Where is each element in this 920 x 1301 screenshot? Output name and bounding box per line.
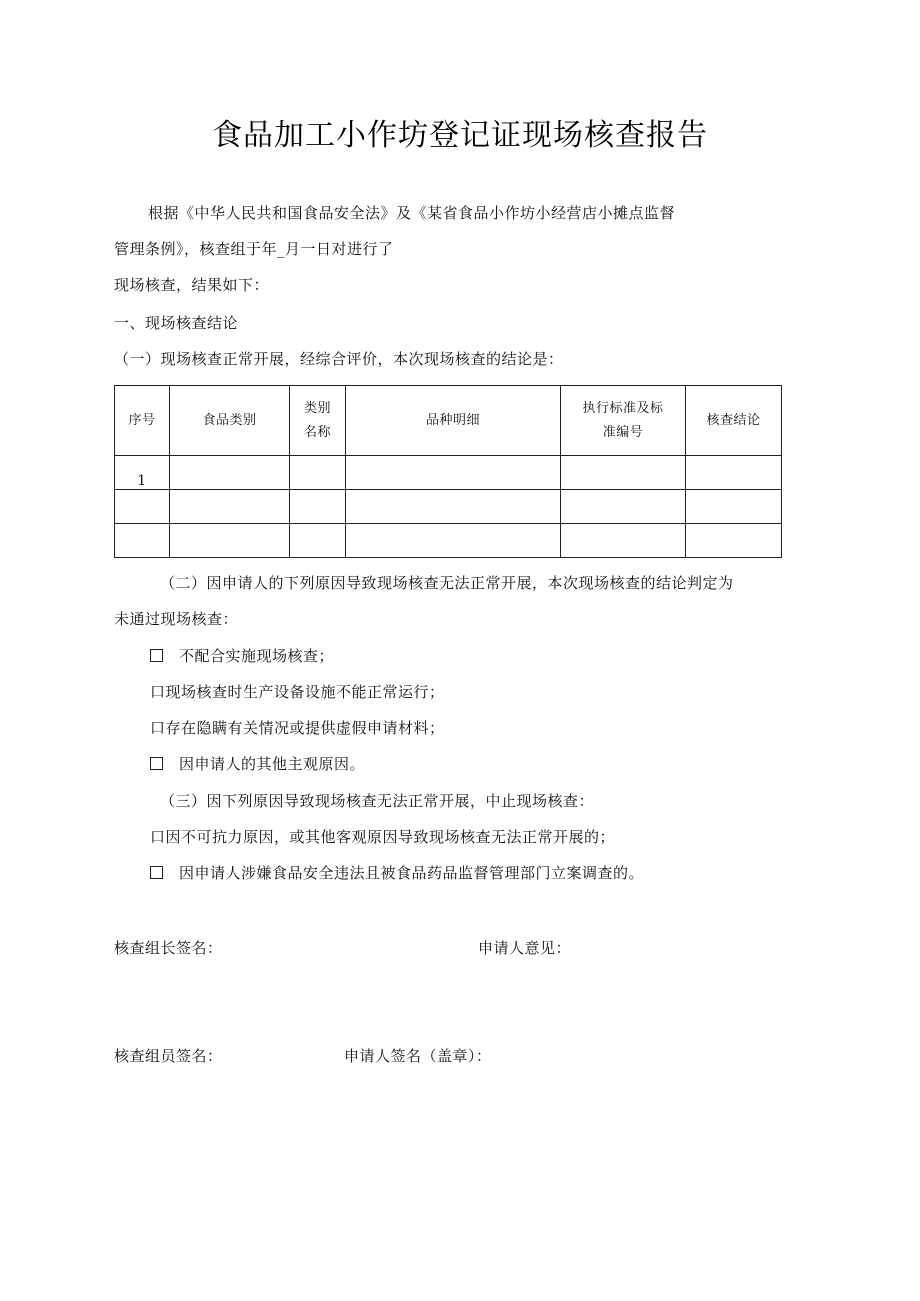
table-row xyxy=(115,456,782,490)
subsection-2-line-1: （二）因申请人的下列原因导致现场核查无法正常开展，本次现场核查的结论判定为 xyxy=(160,574,734,592)
checkbox[interactable] xyxy=(150,866,163,879)
cell-conclusion xyxy=(686,490,782,524)
cell-seq: 1 xyxy=(115,456,170,490)
page-title: 食品加工小作坊登记证现场核查报告 xyxy=(212,118,708,153)
option-equipment-failure[interactable] xyxy=(150,682,445,702)
table-row xyxy=(115,524,782,558)
cell-standard xyxy=(561,456,686,490)
cell-seq xyxy=(115,524,170,558)
cell-food-category xyxy=(170,456,290,490)
subsection-2-line-2: 未通过现场核查： xyxy=(114,610,239,628)
option-force-majeure[interactable] xyxy=(150,827,615,847)
cell-variety-detail xyxy=(346,524,561,558)
header-standard-line-1: 执行标准及标 xyxy=(582,400,664,416)
header-seq: 序号 xyxy=(115,386,170,456)
cell-food-category xyxy=(170,524,290,558)
option-text: 存在隐瞒有关情况或提供虚假申请材料； xyxy=(165,719,445,737)
header-category-name xyxy=(290,386,346,456)
table-header-row xyxy=(115,386,782,456)
applicant-opinion-label: 申请人意见： xyxy=(478,939,572,957)
cell-variety-detail xyxy=(346,490,561,524)
checkbox[interactable] xyxy=(150,649,163,662)
member-signature-label: 核查组员签名： xyxy=(114,1047,223,1065)
intro-line-1: 根据《中华人民共和国食品安全法》及《某省食品小作坊小经营店小摊点监督 xyxy=(148,204,676,222)
checkbox-glyph[interactable]: 口 xyxy=(150,828,166,846)
option-no-cooperation[interactable] xyxy=(150,646,334,666)
cell-category-name xyxy=(290,524,346,558)
option-text: 因申请人涉嫌食品安全违法且被食品药品监督管理部门立案调查的。 xyxy=(179,864,645,882)
intro-line-3: 现场核查，结果如下： xyxy=(114,276,270,294)
cell-conclusion xyxy=(686,456,782,490)
intro-line-2: 管理条例》，核查组于年_月一日对进行了 xyxy=(114,240,394,258)
option-text: 因不可抗力原因，或其他客观原因导致现场核查无法正常开展的； xyxy=(165,828,616,846)
option-other-subjective[interactable] xyxy=(150,754,365,774)
option-text: 不配合实施现场核查； xyxy=(179,647,335,665)
cell-seq xyxy=(115,490,170,524)
subsection-3-line-1: （三）因下列原因导致现场核查无法正常开展，中止现场核查： xyxy=(160,792,595,810)
header-variety-detail: 品种明细 xyxy=(346,386,561,456)
checkbox-glyph[interactable]: 口 xyxy=(150,683,166,701)
cell-standard xyxy=(561,524,686,558)
option-false-materials[interactable] xyxy=(150,718,445,738)
applicant-signature-label: 申请人签名（盖章）： xyxy=(344,1047,492,1065)
header-category-name-line-1: 类别 xyxy=(303,400,331,416)
checkbox-glyph[interactable]: 口 xyxy=(150,719,166,737)
option-under-investigation[interactable] xyxy=(150,863,644,883)
cell-conclusion xyxy=(686,524,782,558)
conclusion-table xyxy=(114,385,782,558)
leader-signature-label: 核查组长签名： xyxy=(114,939,223,957)
header-standard xyxy=(561,386,686,456)
header-conclusion: 核查结论 xyxy=(686,386,782,456)
section-1-heading: 一、现场核查结论 xyxy=(114,314,239,332)
header-food-category: 食品类别 xyxy=(170,386,290,456)
cell-category-name xyxy=(290,490,346,524)
cell-standard xyxy=(561,490,686,524)
cell-food-category xyxy=(170,490,290,524)
option-text: 现场核查时生产设备设施不能正常运行； xyxy=(165,683,445,701)
cell-category-name xyxy=(290,456,346,490)
header-standard-line-2: 准编号 xyxy=(602,424,644,440)
option-text: 因申请人的其他主观原因。 xyxy=(179,755,366,773)
table-row xyxy=(115,490,782,524)
subsection-1-text: （一）现场核查正常开展，经综合评价，本次现场核查的结论是： xyxy=(114,350,564,368)
cell-variety-detail xyxy=(346,456,561,490)
header-category-name-line-2: 名称 xyxy=(303,424,331,440)
checkbox[interactable] xyxy=(150,757,163,770)
